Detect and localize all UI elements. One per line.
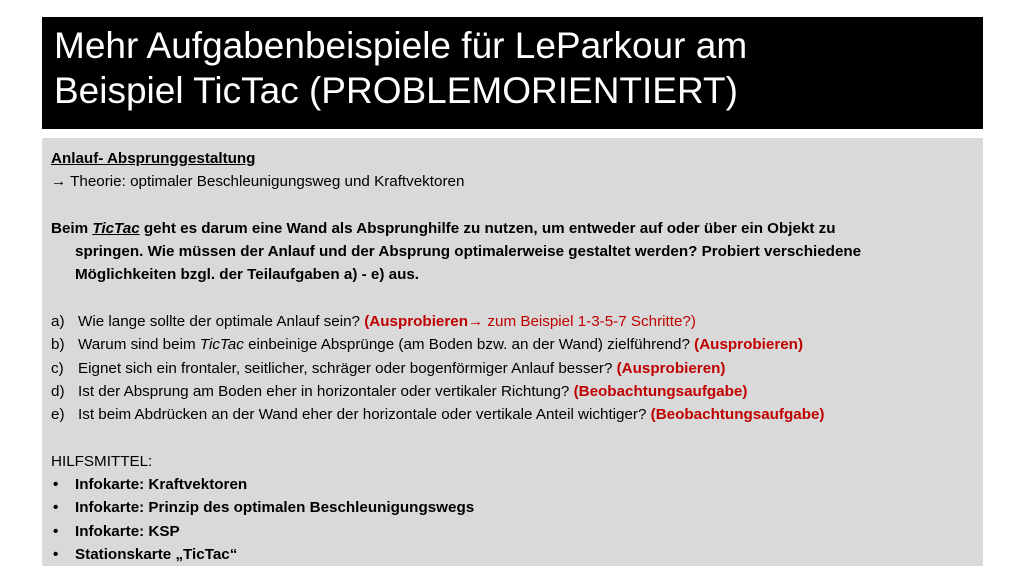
theory-text: Theorie: optimaler Beschleunigungsweg und Kraftvektoren: [66, 173, 465, 191]
task-text: Wie lange sollte der optimale Anlauf sein?: [78, 313, 365, 331]
slide-title: [42, 17, 983, 129]
task-text: Warum sind beim: [78, 336, 200, 354]
task-tag: (Beobachtungsaufgabe): [650, 406, 825, 424]
task-label: c): [51, 359, 64, 377]
task-tag: (Ausprobieren): [694, 336, 804, 354]
content-box: [42, 138, 983, 566]
bullet-icon: •: [53, 499, 59, 517]
title-line-1: Mehr Aufgabenbeispiele für LeParkour am: [54, 25, 748, 66]
task-c: [51, 357, 973, 380]
task-d: [51, 380, 973, 403]
task-tail: zum Beispiel 1-3-5-7 Schritte?): [483, 313, 696, 331]
intro-text-start: Beim: [51, 219, 93, 237]
helpers-heading: HILFSMITTEL:: [51, 452, 153, 470]
intro-text-rest: geht es darum eine Wand als Absprunghilfe zu nutzen, um entweder auf oder über ein Objekt zu: [139, 219, 836, 237]
task-label: b): [51, 336, 65, 354]
bullet-icon: •: [53, 522, 59, 540]
task-e: [51, 403, 973, 426]
arrow-right-icon: →: [51, 173, 67, 191]
intro-line-3: Möglichkeiten bzgl. der Teilaufgaben a) - e) aus.: [75, 266, 420, 284]
tictac-term: TicTac: [199, 336, 244, 354]
section-heading: Anlauf- Absprunggestaltung: [51, 150, 256, 167]
task-text: Ist beim Abdrücken an der Wand eher der horizontale oder vertikale Anteil wichtiger?: [78, 406, 651, 424]
helper-item-label: Infokarte: Kraftvektoren: [75, 476, 248, 494]
task-tag: (Ausprobieren: [364, 313, 468, 331]
task-b: [51, 333, 973, 356]
task-label: a): [51, 313, 65, 331]
bullet-icon: •: [53, 546, 59, 564]
helper-item: [51, 473, 973, 496]
helper-item-label: Stationskarte „TicTac“: [75, 546, 238, 564]
helper-item-label: Infokarte: KSP: [75, 522, 180, 540]
task-label: e): [51, 406, 65, 424]
task-text: Eignet sich ein frontaler, seitlicher, schräger oder bogenförmiger Anlauf besser?: [78, 359, 617, 377]
task-text: Ist der Absprung am Boden eher in horizontaler oder vertikaler Richtung?: [78, 382, 574, 400]
task-a: [51, 310, 973, 333]
arrow-right-icon: →: [468, 313, 484, 331]
tictac-term: TicTac: [92, 219, 140, 237]
task-label: d): [51, 382, 65, 400]
task-text: einbeinige Absprünge (am Boden bzw. an der Wand) zielführend?: [243, 336, 695, 354]
helper-item: [51, 496, 973, 519]
bullet-icon: •: [53, 476, 59, 494]
intro-line-1: [51, 217, 973, 240]
title-line-2: Beispiel TicTac (PROBLEMORIENTIERT): [54, 70, 738, 111]
task-tag: (Ausprobieren): [616, 359, 726, 377]
theory-line: [51, 170, 973, 193]
helper-item-label: Infokarte: Prinzip des optimalen Beschleunigungswegs: [75, 499, 475, 517]
intro-line-2: springen. Wie müssen der Anlauf und der Absprung optimalerweise gestaltet werden? Probiert verschiedene: [75, 243, 862, 261]
helper-item: [51, 543, 973, 566]
helper-item: [51, 520, 973, 543]
task-tag: (Beobachtungsaufgabe): [573, 382, 748, 400]
